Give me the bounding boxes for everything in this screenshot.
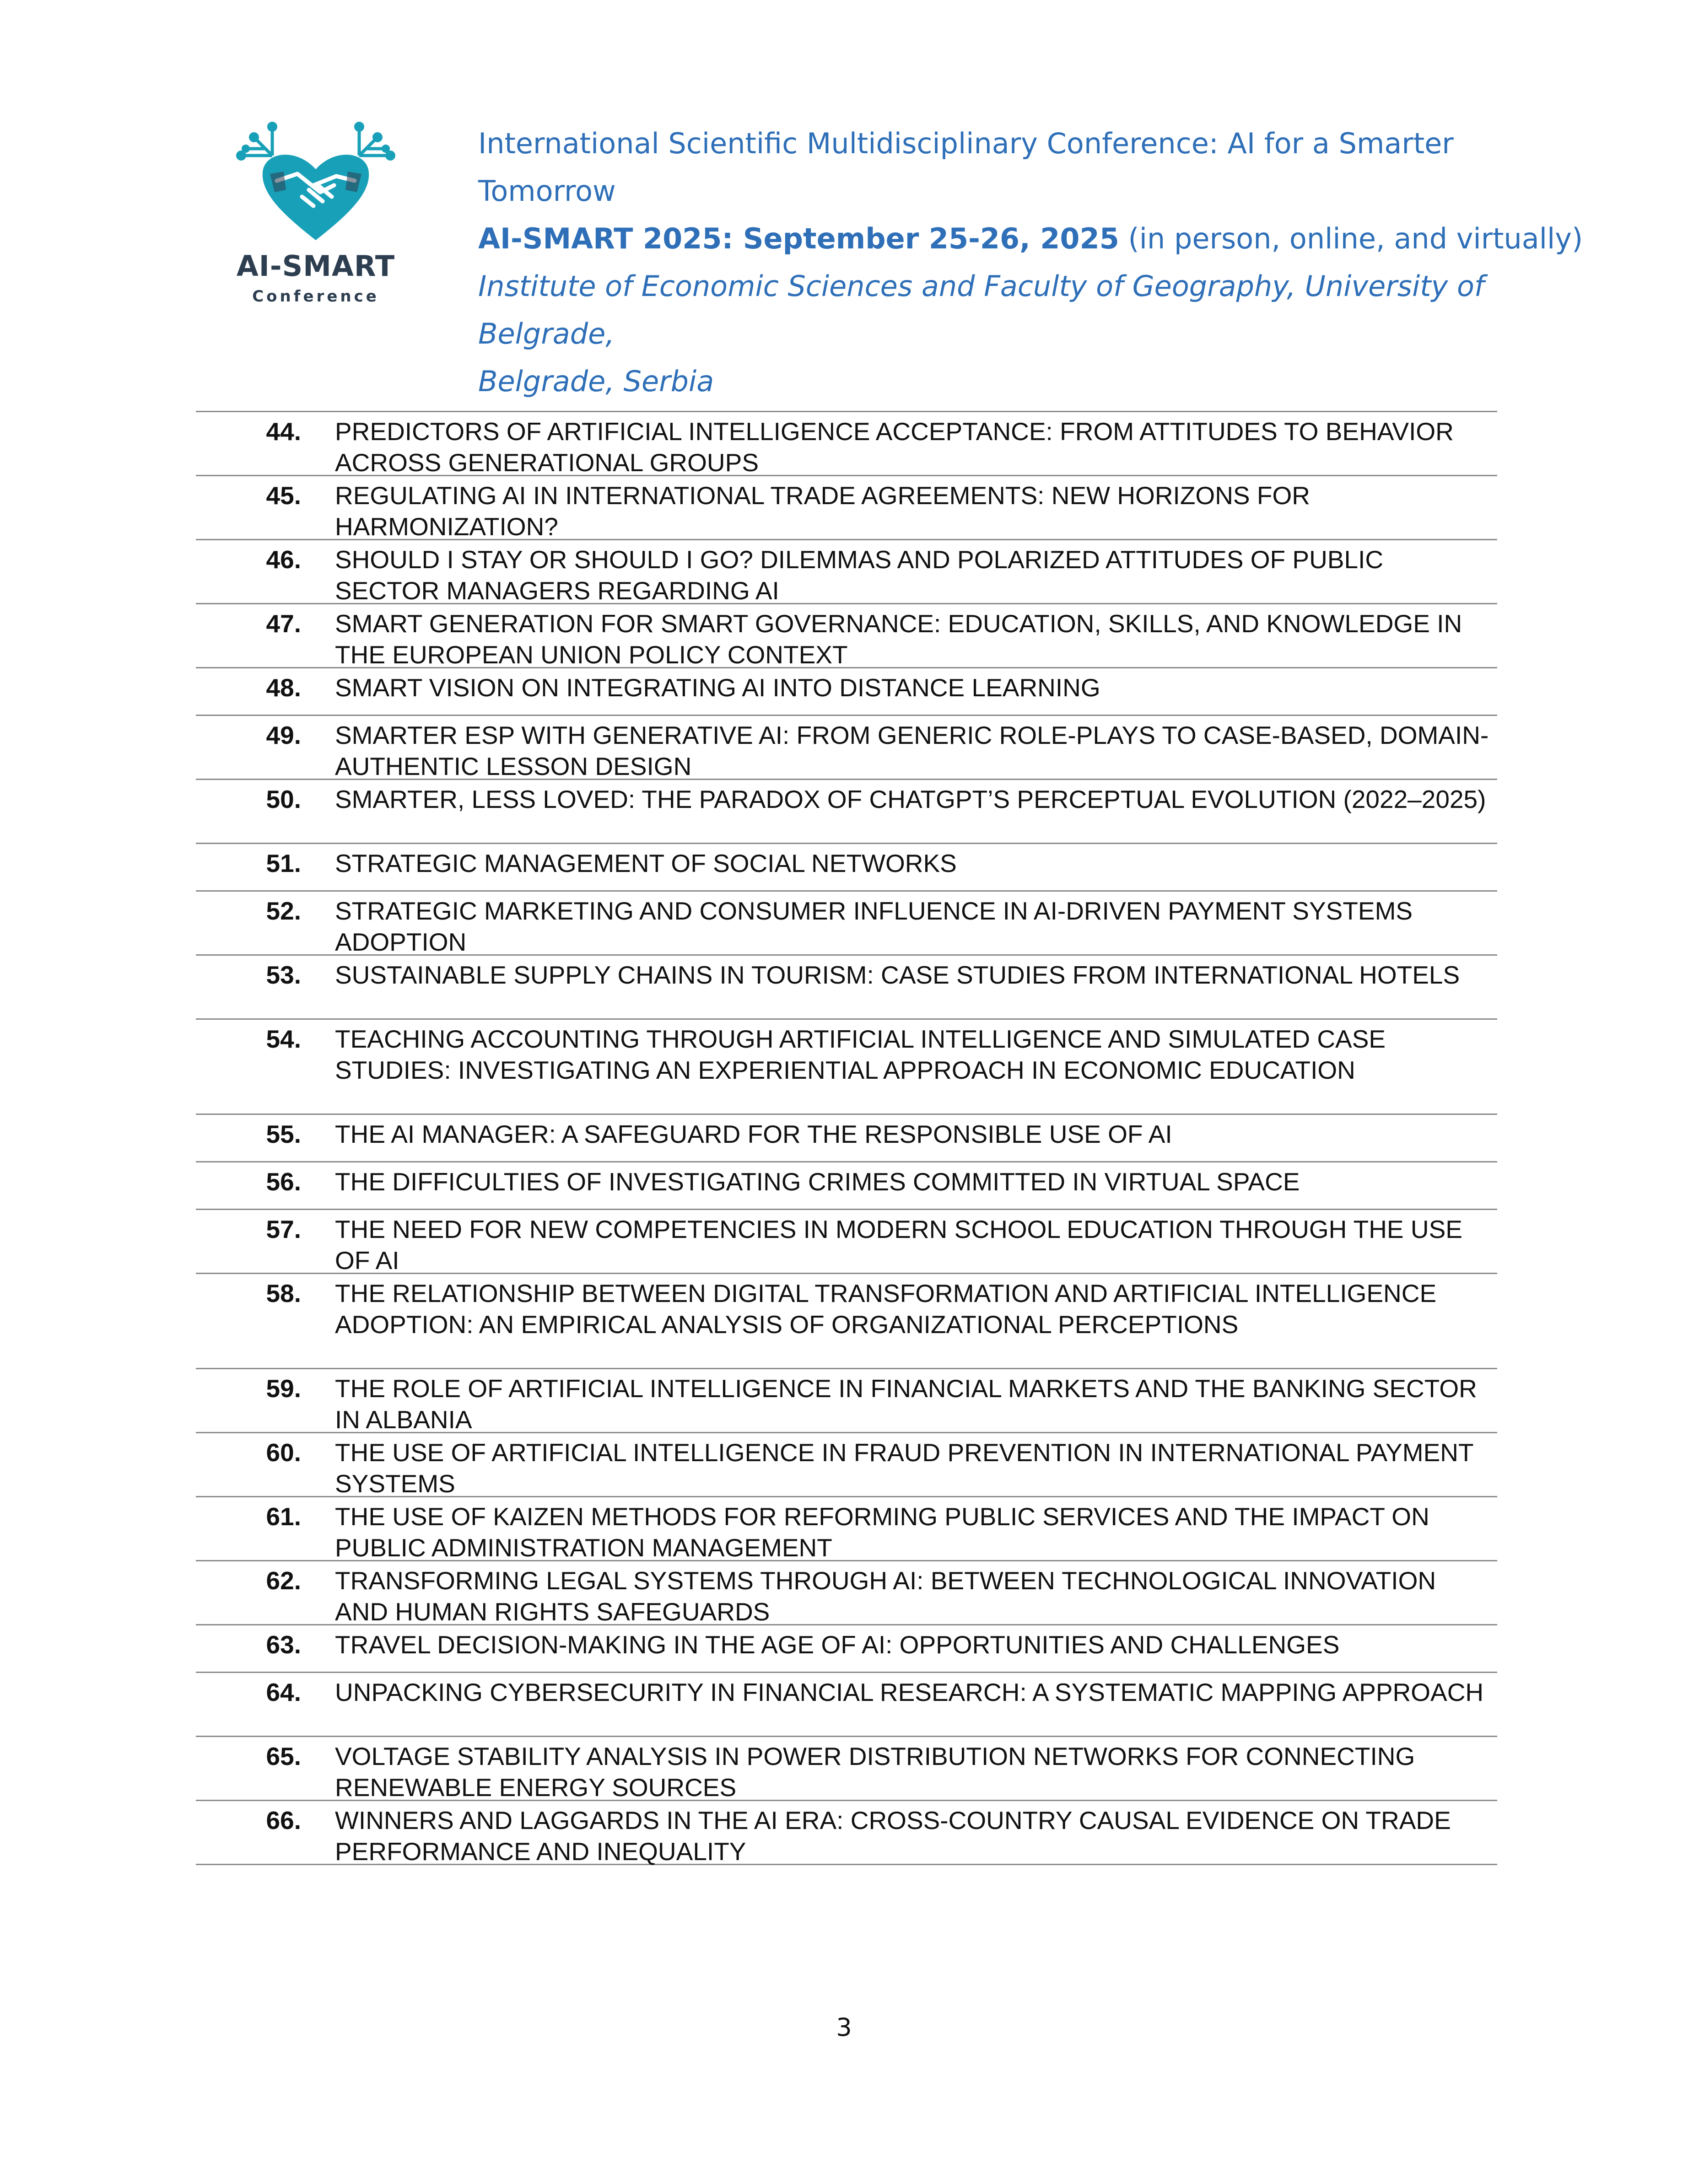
table-row [196,412,1497,476]
entry-number: 61. [266,1502,301,1531]
entry-number: 52. [266,897,301,925]
table-row [196,1020,1497,1115]
entry-title: THE DIFFICULTIES OF INVESTIGATING CRIMES COMMITTED IN VIRTUAL SPACE [335,1167,1300,1196]
conference-location: Belgrade, Serbia [478,365,714,398]
entry-title: THE ROLE OF ARTIFICIAL INTELLIGENCE IN FINANCIAL MARKETS AND THE BANKING SECTOR IN ALBANIA [335,1374,1477,1434]
table-row [196,892,1497,956]
entry-number: 50. [266,785,301,813]
table-row [196,716,1497,780]
table-row [196,1162,1497,1210]
table-row [196,1561,1497,1625]
logo-title: AI-SMART [236,249,395,283]
entry-title: UNPACKING CYBERSECURITY IN FINANCIAL RESEARCH: A SYSTEMATIC MAPPING APPROACH [335,1678,1484,1706]
table-row [196,476,1497,540]
table-row [196,1369,1497,1433]
handshake-heart-icon [229,112,403,245]
entry-number: 65. [266,1742,301,1770]
table-row [196,1433,1497,1497]
entry-number: 63. [266,1630,301,1659]
table-row [196,1625,1497,1673]
entry-number: 57. [266,1215,301,1243]
logo-subtitle: Conference [252,287,379,306]
entry-title: THE RELATIONSHIP BETWEEN DIGITAL TRANSFORMATION AND ARTIFICIAL INTELLIGENCE ADOPTION: AN EMPIRICAL ANALYSIS OF ORGANIZATIONAL PERCEPTIONS [335,1279,1437,1339]
entry-number: 62. [266,1566,301,1595]
table-row [196,604,1497,668]
table-row [196,1210,1497,1274]
entry-number: 56. [266,1167,301,1196]
entry-title: SMART GENERATION FOR SMART GOVERNANCE: EDUCATION, SKILLS, AND KNOWLEDGE IN THE EUROPEAN UNION POLICY CONTEXT [335,609,1462,669]
entry-title: THE USE OF ARTIFICIAL INTELLIGENCE IN FRAUD PREVENTION IN INTERNATIONAL PAYMENT SYSTEMS [335,1438,1473,1498]
table-row [196,668,1497,716]
entry-title: SUSTAINABLE SUPPLY CHAINS IN TOURISM: CASE STUDIES FROM INTERNATIONAL HOTELS [335,961,1460,989]
entry-number: 45. [266,481,301,510]
entry-number: 44. [266,417,301,446]
entry-number: 55. [266,1120,301,1148]
entry-title: SMARTER ESP WITH GENERATIVE AI: FROM GENERIC ROLE-PLAYS TO CASE-BASED, DOMAIN-AUTHENTIC LESSON DESIGN [335,721,1489,780]
conference-logo [229,112,403,313]
conference-header [478,120,1586,405]
entry-number: 49. [266,721,301,749]
table-row [196,540,1497,604]
conference-dates-bold: AI-SMART 2025: September 25-26, 2025 [478,222,1119,255]
entry-number: 51. [266,849,301,877]
entry-number: 64. [266,1678,301,1706]
entry-number: 47. [266,609,301,638]
conference-dates [478,215,1586,263]
table-row [196,1115,1497,1162]
papers-table [196,411,1497,1865]
entry-number: 48. [266,673,301,702]
table-row [196,1801,1497,1865]
entry-number: 59. [266,1374,301,1403]
table-row [196,956,1497,1020]
entry-number: 53. [266,961,301,989]
entry-title: REGULATING AI IN INTERNATIONAL TRADE AGREEMENTS: NEW HORIZONS FOR HARMONIZATION? [335,481,1310,541]
entry-number: 54. [266,1025,301,1053]
entry-title: SMART VISION ON INTEGRATING AI INTO DISTANCE LEARNING [335,673,1100,702]
entry-title: THE NEED FOR NEW COMPETENCIES IN MODERN SCHOOL EDUCATION THROUGH THE USE OF AI [335,1215,1462,1275]
entry-number: 66. [266,1806,301,1834]
conference-format: (in person, online, and virtually) [1119,222,1583,255]
table-row [196,1497,1497,1561]
entry-title: STRATEGIC MANAGEMENT OF SOCIAL NETWORKS [335,849,957,877]
entry-number: 46. [266,545,301,574]
conference-name: International Scientific Multidisciplinary Conference: AI for a Smarter Tomorrow [478,127,1454,208]
table-row [196,1673,1497,1737]
entry-title: THE USE OF KAIZEN METHODS FOR REFORMING PUBLIC SERVICES AND THE IMPACT ON PUBLIC ADMINISTRATION MANAGEMENT [335,1502,1429,1562]
table-row [196,780,1497,844]
entry-title: TRAVEL DECISION-MAKING IN THE AGE OF AI: OPPORTUNITIES AND CHALLENGES [335,1630,1340,1659]
entry-title: WINNERS AND LAGGARDS IN THE AI ERA: CROSS-COUNTRY CAUSAL EVIDENCE ON TRADE PERFORMANCE AND INEQUALITY [335,1806,1451,1866]
entry-title: THE AI MANAGER: A SAFEGUARD FOR THE RESPONSIBLE USE OF AI [335,1120,1172,1148]
entry-title: SMARTER, LESS LOVED: THE PARADOX OF CHATGPT’S PERCEPTUAL EVOLUTION (2022–2025) [335,785,1486,813]
table-row [196,844,1497,892]
page-number: 3 [836,2013,852,2042]
table-row [196,1737,1497,1801]
entry-title: STRATEGIC MARKETING AND CONSUMER INFLUENCE IN AI-DRIVEN PAYMENT SYSTEMS ADOPTION [335,897,1413,956]
entry-title: TRANSFORMING LEGAL SYSTEMS THROUGH AI: BETWEEN TECHNOLOGICAL INNOVATION AND HUMAN RIGHTS SAFEGUARDS [335,1566,1436,1626]
conference-host: Institute of Economic Sciences and Faculty of Geography, University of Belgrade, [478,269,1484,350]
entry-title: TEACHING ACCOUNTING THROUGH ARTIFICIAL INTELLIGENCE AND SIMULATED CASE STUDIES: INVESTIGATING AN EXPERIENTIAL APPROACH IN ECONOMIC EDUCATION [335,1025,1386,1084]
entry-title: VOLTAGE STABILITY ANALYSIS IN POWER DISTRIBUTION NETWORKS FOR CONNECTING RENEWABLE ENERGY SOURCES [335,1742,1415,1802]
entry-title: SHOULD I STAY OR SHOULD I GO? DILEMMAS AND POLARIZED ATTITUDES OF PUBLIC SECTOR MANAGERS REGARDING AI [335,545,1384,605]
table-row [196,1274,1497,1369]
entry-number: 58. [266,1279,301,1307]
entry-number: 60. [266,1438,301,1467]
entry-title: PREDICTORS OF ARTIFICIAL INTELLIGENCE ACCEPTANCE: FROM ATTITUDES TO BEHAVIOR ACROSS GENERATIONAL GROUPS [335,417,1454,477]
